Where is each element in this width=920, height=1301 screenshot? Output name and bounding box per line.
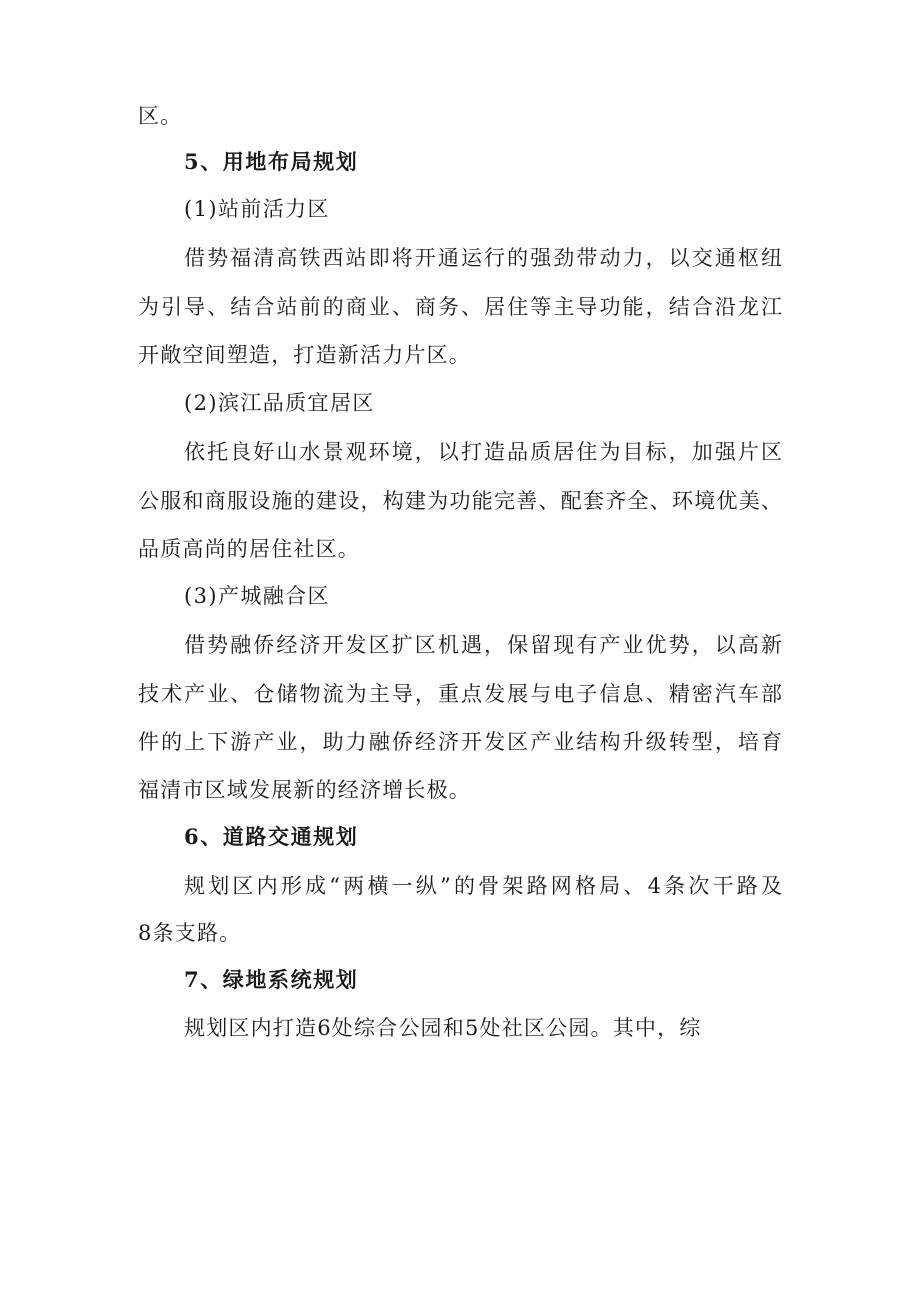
body-text-line: 借势福清高铁西站即将开通运行的强劲带动力，以交通枢纽: [184, 246, 782, 270]
section-heading-road-traffic: 6、道路交通规划: [184, 824, 359, 849]
body-text-line: 区。: [138, 104, 183, 128]
section-heading-green-space: 7、绿地系统规划: [184, 967, 359, 992]
body-text-line: 借势融侨经济开发区扩区机遇，保留现有产业优势，以高新: [184, 633, 782, 657]
body-text-line: 技术产业、仓储物流为主导，重点发展与电子信息、精密汽车部: [138, 682, 782, 706]
sub-heading-riverside-living: (2)滨江品质宜居区: [184, 391, 375, 415]
body-text-line: 开敞空间塑造，打造新活力片区。: [138, 343, 471, 367]
section-heading-land-use: 5、用地布局规划: [184, 149, 359, 174]
body-text-line: 福清市区域发展新的经济增长极。: [138, 778, 471, 802]
body-text-line: 规划区内形成“两横一纵”的骨架路网格局、4条次干路及: [184, 874, 782, 898]
body-text-line: 公服和商服设施的建设，构建为功能完善、配套齐全、环境优美、: [138, 489, 782, 513]
body-text-line: 依托良好山水景观环境，以打造品质居住为目标，加强片区: [184, 440, 782, 464]
body-text-line: 件的上下游产业，助力融侨经济开发区产业结构升级转型，培育: [138, 730, 782, 754]
body-text-line: 8条支路。: [138, 921, 242, 945]
body-text-line: 规划区内打造6处综合公园和5处社区公园。其中，综: [184, 1016, 702, 1040]
body-text-line: 为引导、结合站前的商业、商务、居住等主导功能，结合沿龙江: [138, 295, 782, 319]
sub-heading-station-area: (1)站前活力区: [184, 197, 330, 221]
body-text-line: 品质高尚的居住社区。: [138, 537, 360, 561]
sub-heading-industry-city: (3)产城融合区: [184, 584, 330, 608]
